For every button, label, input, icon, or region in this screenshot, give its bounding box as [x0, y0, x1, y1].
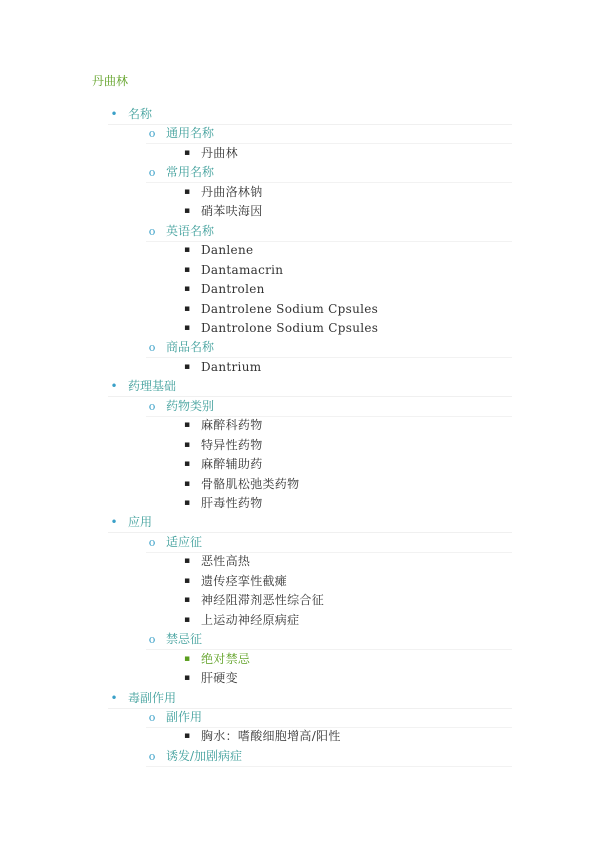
list-item	[181, 552, 512, 571]
subsection-heading	[146, 222, 512, 242]
list-item	[181, 572, 512, 591]
list-item	[181, 319, 512, 338]
subsection-heading-label: 适应征	[166, 534, 203, 549]
list-item	[181, 183, 512, 202]
list-item-label: Danlene	[201, 243, 254, 258]
subsection-heading-label: 诱发/加剧病症	[166, 748, 243, 763]
bullet-icon: ▪	[183, 595, 191, 606]
list-item-label: 肝毒性药物	[201, 496, 263, 510]
bullet-icon: •	[110, 107, 118, 121]
bullet-icon: •	[110, 690, 118, 705]
list-item-label: 丹曲林	[201, 145, 238, 160]
subsection-heading-label: 常用名称	[166, 165, 215, 180]
list-item	[181, 650, 512, 669]
bullet-icon: o	[148, 224, 156, 238]
list-item-label: 胸水：嗜酸细胞增高/阳性	[201, 729, 341, 744]
list-item-label: 神经阻滞剂恶性综合征	[201, 593, 325, 608]
bullet-icon: o	[148, 166, 156, 180]
section-heading	[108, 377, 512, 397]
section-heading	[108, 513, 512, 533]
page-title: 丹曲林	[92, 74, 129, 88]
bullet-icon: o	[148, 399, 156, 413]
list-item-label: 丹曲洛林钠	[201, 184, 263, 199]
subsection-heading	[146, 338, 512, 358]
bullet-icon: o	[148, 127, 156, 141]
bullet-icon: ▪	[183, 673, 191, 684]
subsection-heading-label: 副作用	[166, 709, 203, 724]
subsection-heading	[146, 747, 512, 767]
list-item-label: 硝苯呋海因	[201, 204, 263, 219]
subsection-heading-label: 英语名称	[166, 223, 215, 238]
list-item-label: Dantrolen	[201, 282, 265, 297]
subsection-heading	[146, 533, 512, 553]
bullet-icon: •	[110, 515, 118, 530]
section-heading	[108, 689, 512, 709]
section-heading	[108, 105, 512, 125]
list-item-label: Dantrolone Sodium Cpsules	[201, 320, 379, 335]
list-item	[181, 591, 512, 610]
bullet-icon: o	[148, 633, 156, 647]
subsection-heading	[146, 163, 512, 183]
list-item-label: 遗传痉挛性截瘫	[201, 573, 288, 588]
list-item-label: 肝硬变	[201, 671, 238, 686]
list-item	[181, 280, 512, 299]
bullet-icon: ▪	[183, 361, 191, 372]
bullet-icon: ▪	[183, 731, 191, 742]
bullet-icon: ▪	[183, 439, 191, 450]
bullet-icon: o	[148, 535, 156, 549]
list-item-label: Dantamacrin	[201, 262, 284, 277]
subsection-heading-label: 商品名称	[166, 340, 215, 355]
subsection-heading	[146, 708, 512, 728]
subsection-heading-label: 通用名称	[166, 126, 215, 141]
list-item-label: 特异性药物	[201, 437, 263, 452]
subsection-heading	[146, 630, 512, 650]
bullet-icon: ▪	[183, 264, 191, 275]
list-item	[181, 144, 512, 163]
bullet-icon: o	[148, 710, 156, 724]
bullet-icon: o	[148, 341, 156, 355]
subsection-heading	[146, 397, 512, 417]
subsection-heading	[146, 124, 512, 144]
bullet-icon: ▪	[183, 498, 191, 508]
bullet-icon: o	[148, 749, 156, 763]
list-item-label: 上运动神经原病症	[201, 612, 300, 627]
list-item-label: 绝对禁忌	[201, 651, 251, 666]
list-item	[181, 241, 512, 260]
bullet-icon: ▪	[183, 575, 191, 586]
list-item-label: 麻醉辅助药	[201, 457, 263, 472]
section-heading-label: 药理基础	[128, 379, 177, 394]
list-item	[181, 669, 512, 688]
list-item	[181, 436, 512, 455]
list-item-label: Dantrium	[201, 359, 262, 374]
bullet-icon: ▪	[183, 245, 191, 256]
list-item	[181, 494, 512, 513]
list-item-label: 骨骼肌松弛类药物	[201, 476, 300, 491]
subsection-heading-label: 禁忌征	[166, 632, 203, 647]
list-item	[181, 611, 512, 630]
list-item	[181, 300, 512, 319]
bullet-icon: ▪	[183, 147, 191, 158]
bullet-icon: ▪	[183, 556, 191, 567]
list-item	[181, 202, 512, 221]
list-item	[181, 416, 512, 435]
bullet-icon: ▪	[183, 653, 191, 664]
list-item-label: 恶性高热	[201, 554, 251, 569]
bullet-icon: ▪	[183, 614, 191, 625]
list-item	[181, 727, 512, 746]
section-heading-label: 名称	[128, 107, 153, 121]
list-item	[181, 358, 512, 377]
bullet-icon: ▪	[183, 478, 191, 489]
list-item-label: Dantrolene Sodium Cpsules	[201, 301, 379, 316]
section-heading-label: 毒副作用	[128, 690, 177, 705]
bullet-icon: ▪	[183, 206, 191, 217]
bullet-icon: ▪	[183, 284, 191, 295]
section-heading-label: 应用	[128, 515, 153, 530]
bullet-icon: •	[110, 379, 118, 394]
bullet-icon: ▪	[183, 420, 191, 431]
bullet-icon: ▪	[183, 322, 191, 333]
subsection-heading-label: 药物类别	[166, 398, 215, 413]
bullet-icon: ▪	[183, 186, 191, 197]
list-item	[181, 475, 512, 494]
list-item-label: 麻醉科药物	[201, 418, 263, 433]
bullet-icon: ▪	[183, 459, 191, 470]
list-item	[181, 455, 512, 474]
bullet-icon: ▪	[183, 303, 191, 314]
list-item	[181, 261, 512, 280]
